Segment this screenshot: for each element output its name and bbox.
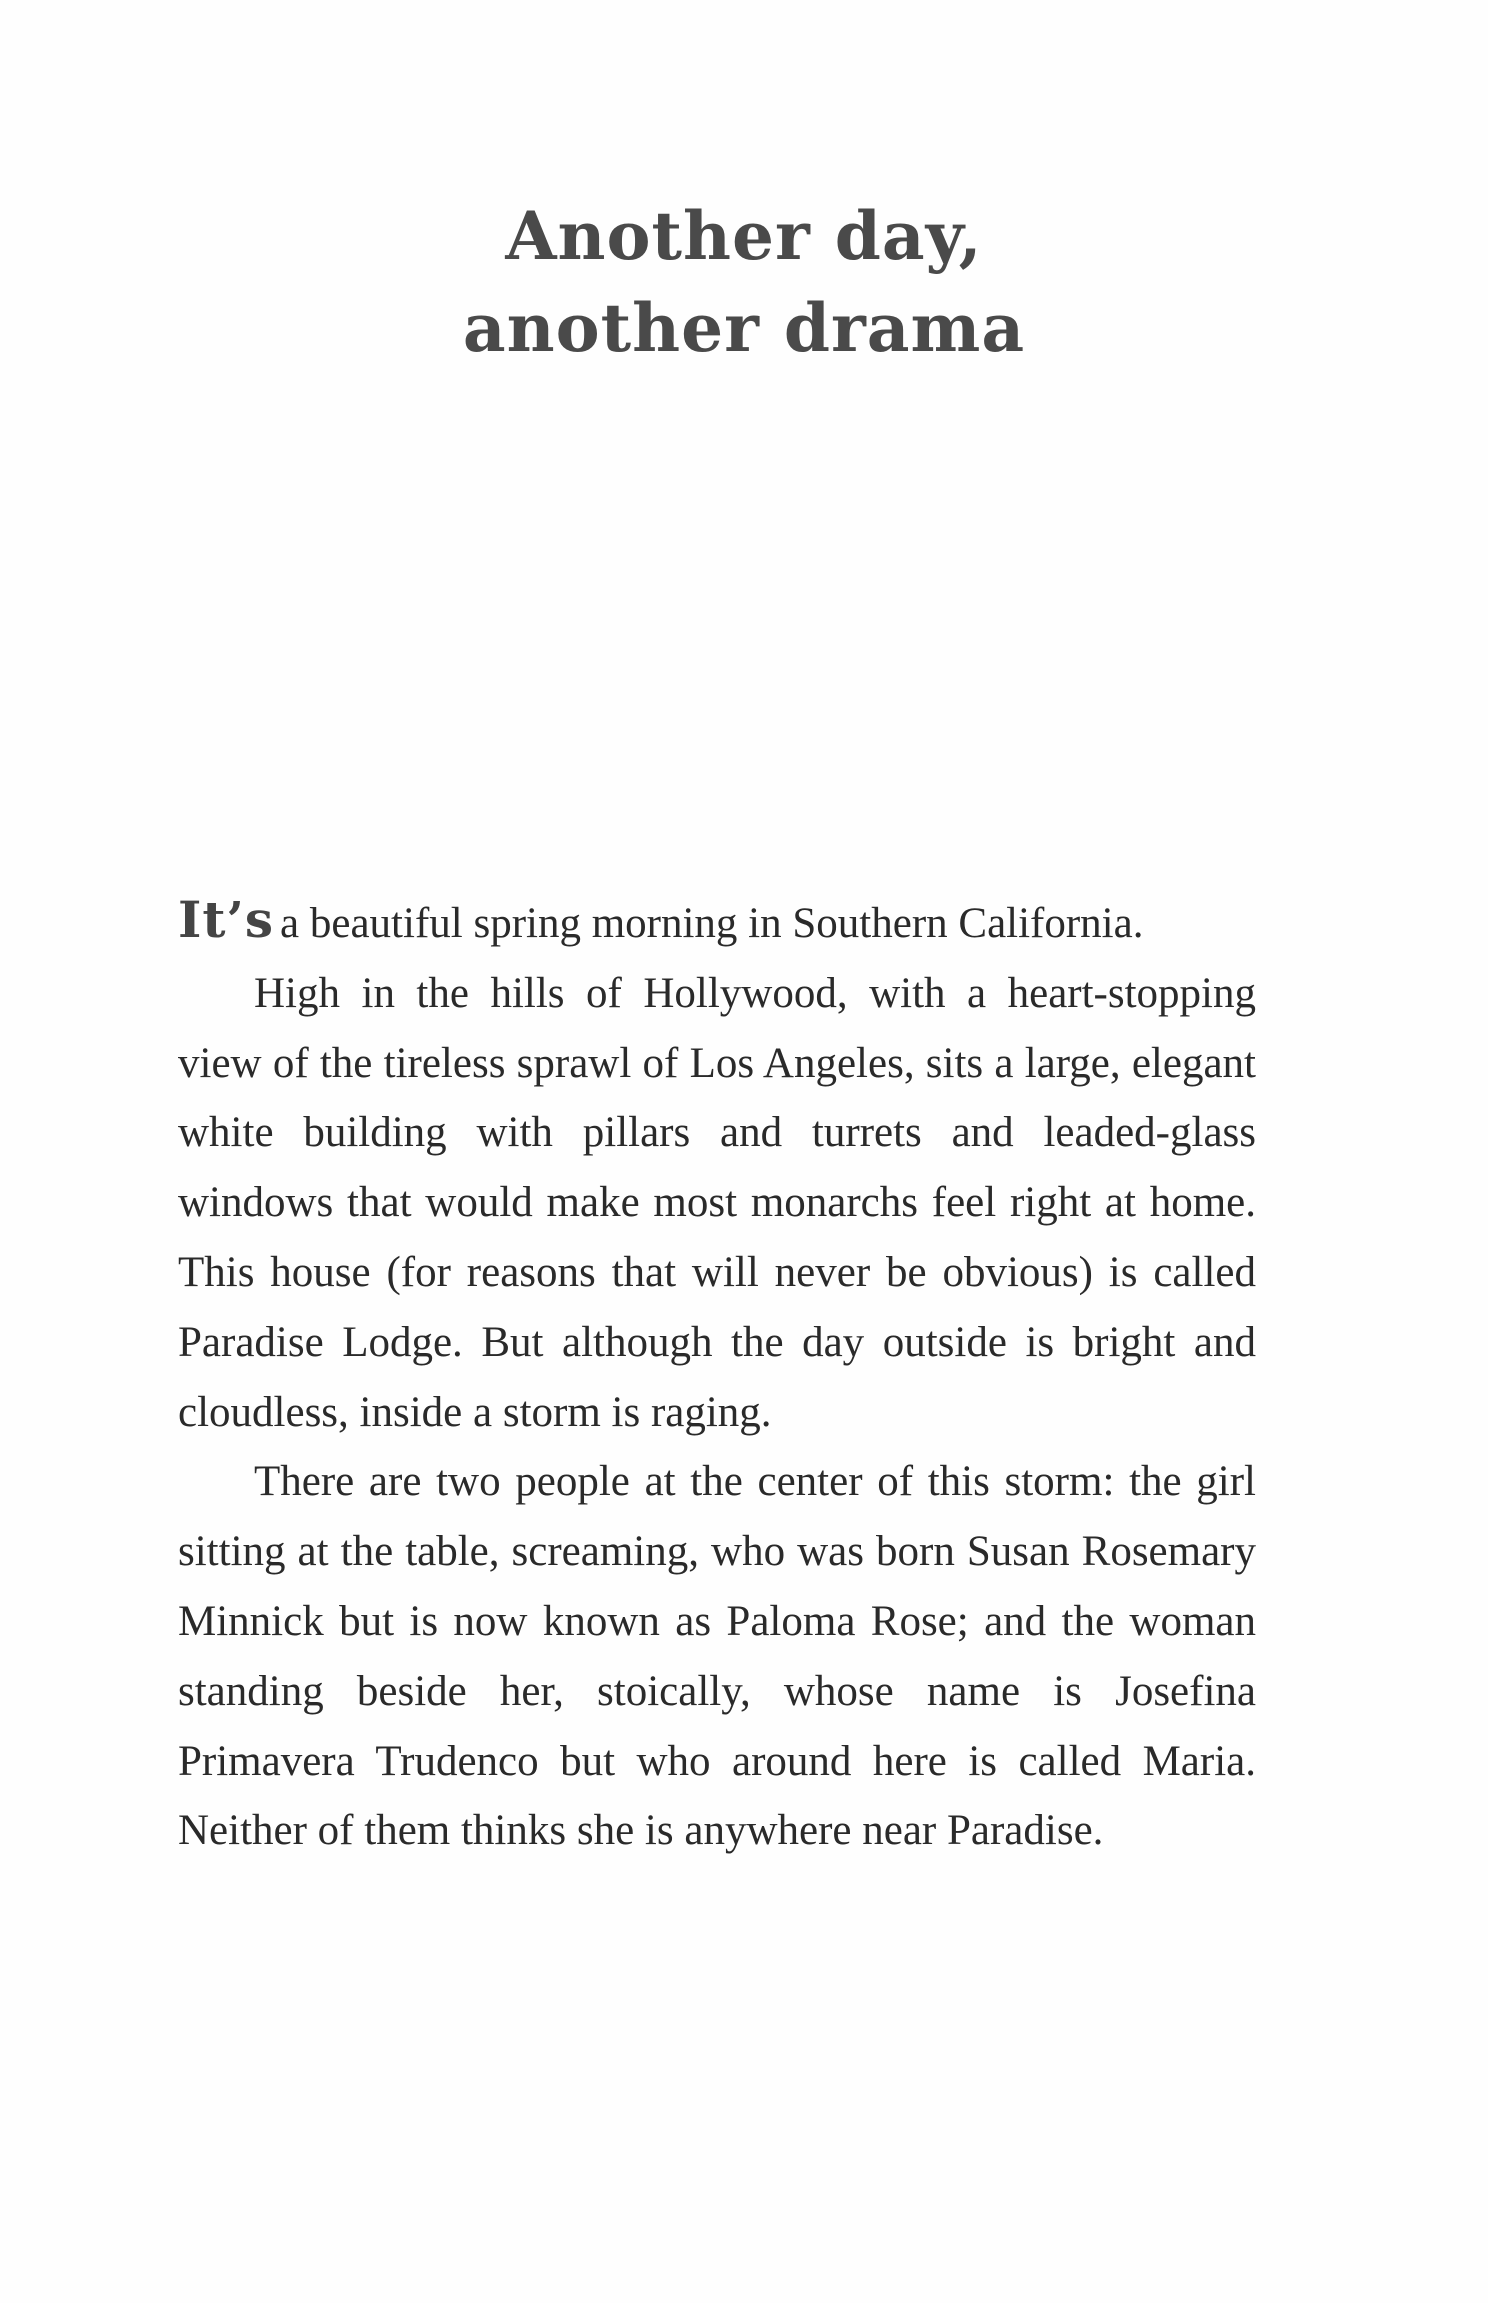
paragraph-3: There are two people at the center of this storm: the girl sitting at the table, screaming, who was born Susan Rosemary Minnick but is now known as Paloma Rose; and the woman standing beside her, stoically, whose name is Josefina Primavera Trudenco but who around here is called Maria. Neither of them thinks she is anywhere near Paradise.	[178, 1458, 1256, 1855]
chapter-title-line-1: Another day,	[505, 197, 983, 275]
paragraph-1-text: a beautiful spring morning in Southern California.	[280, 900, 1144, 947]
chapter-title-line-2: another drama	[462, 289, 1026, 367]
lead-in: It’s	[178, 890, 275, 949]
chapter-title	[0, 190, 1488, 374]
paragraph-2: High in the hills of Hollywood, with a heart-stopping view of the tireless sprawl of Los Angeles, sits a large, elegant white building with pillars and turrets and leaded-glass windows that would make most monarchs feel right at home. This house (for reasons that will never be obvious) is called Paradise Lodge. But although the day outside is bright and cloudless, inside a storm is raging.	[178, 969, 1256, 1436]
chapter-body	[178, 885, 1256, 1866]
paragraph-1	[178, 885, 1256, 959]
